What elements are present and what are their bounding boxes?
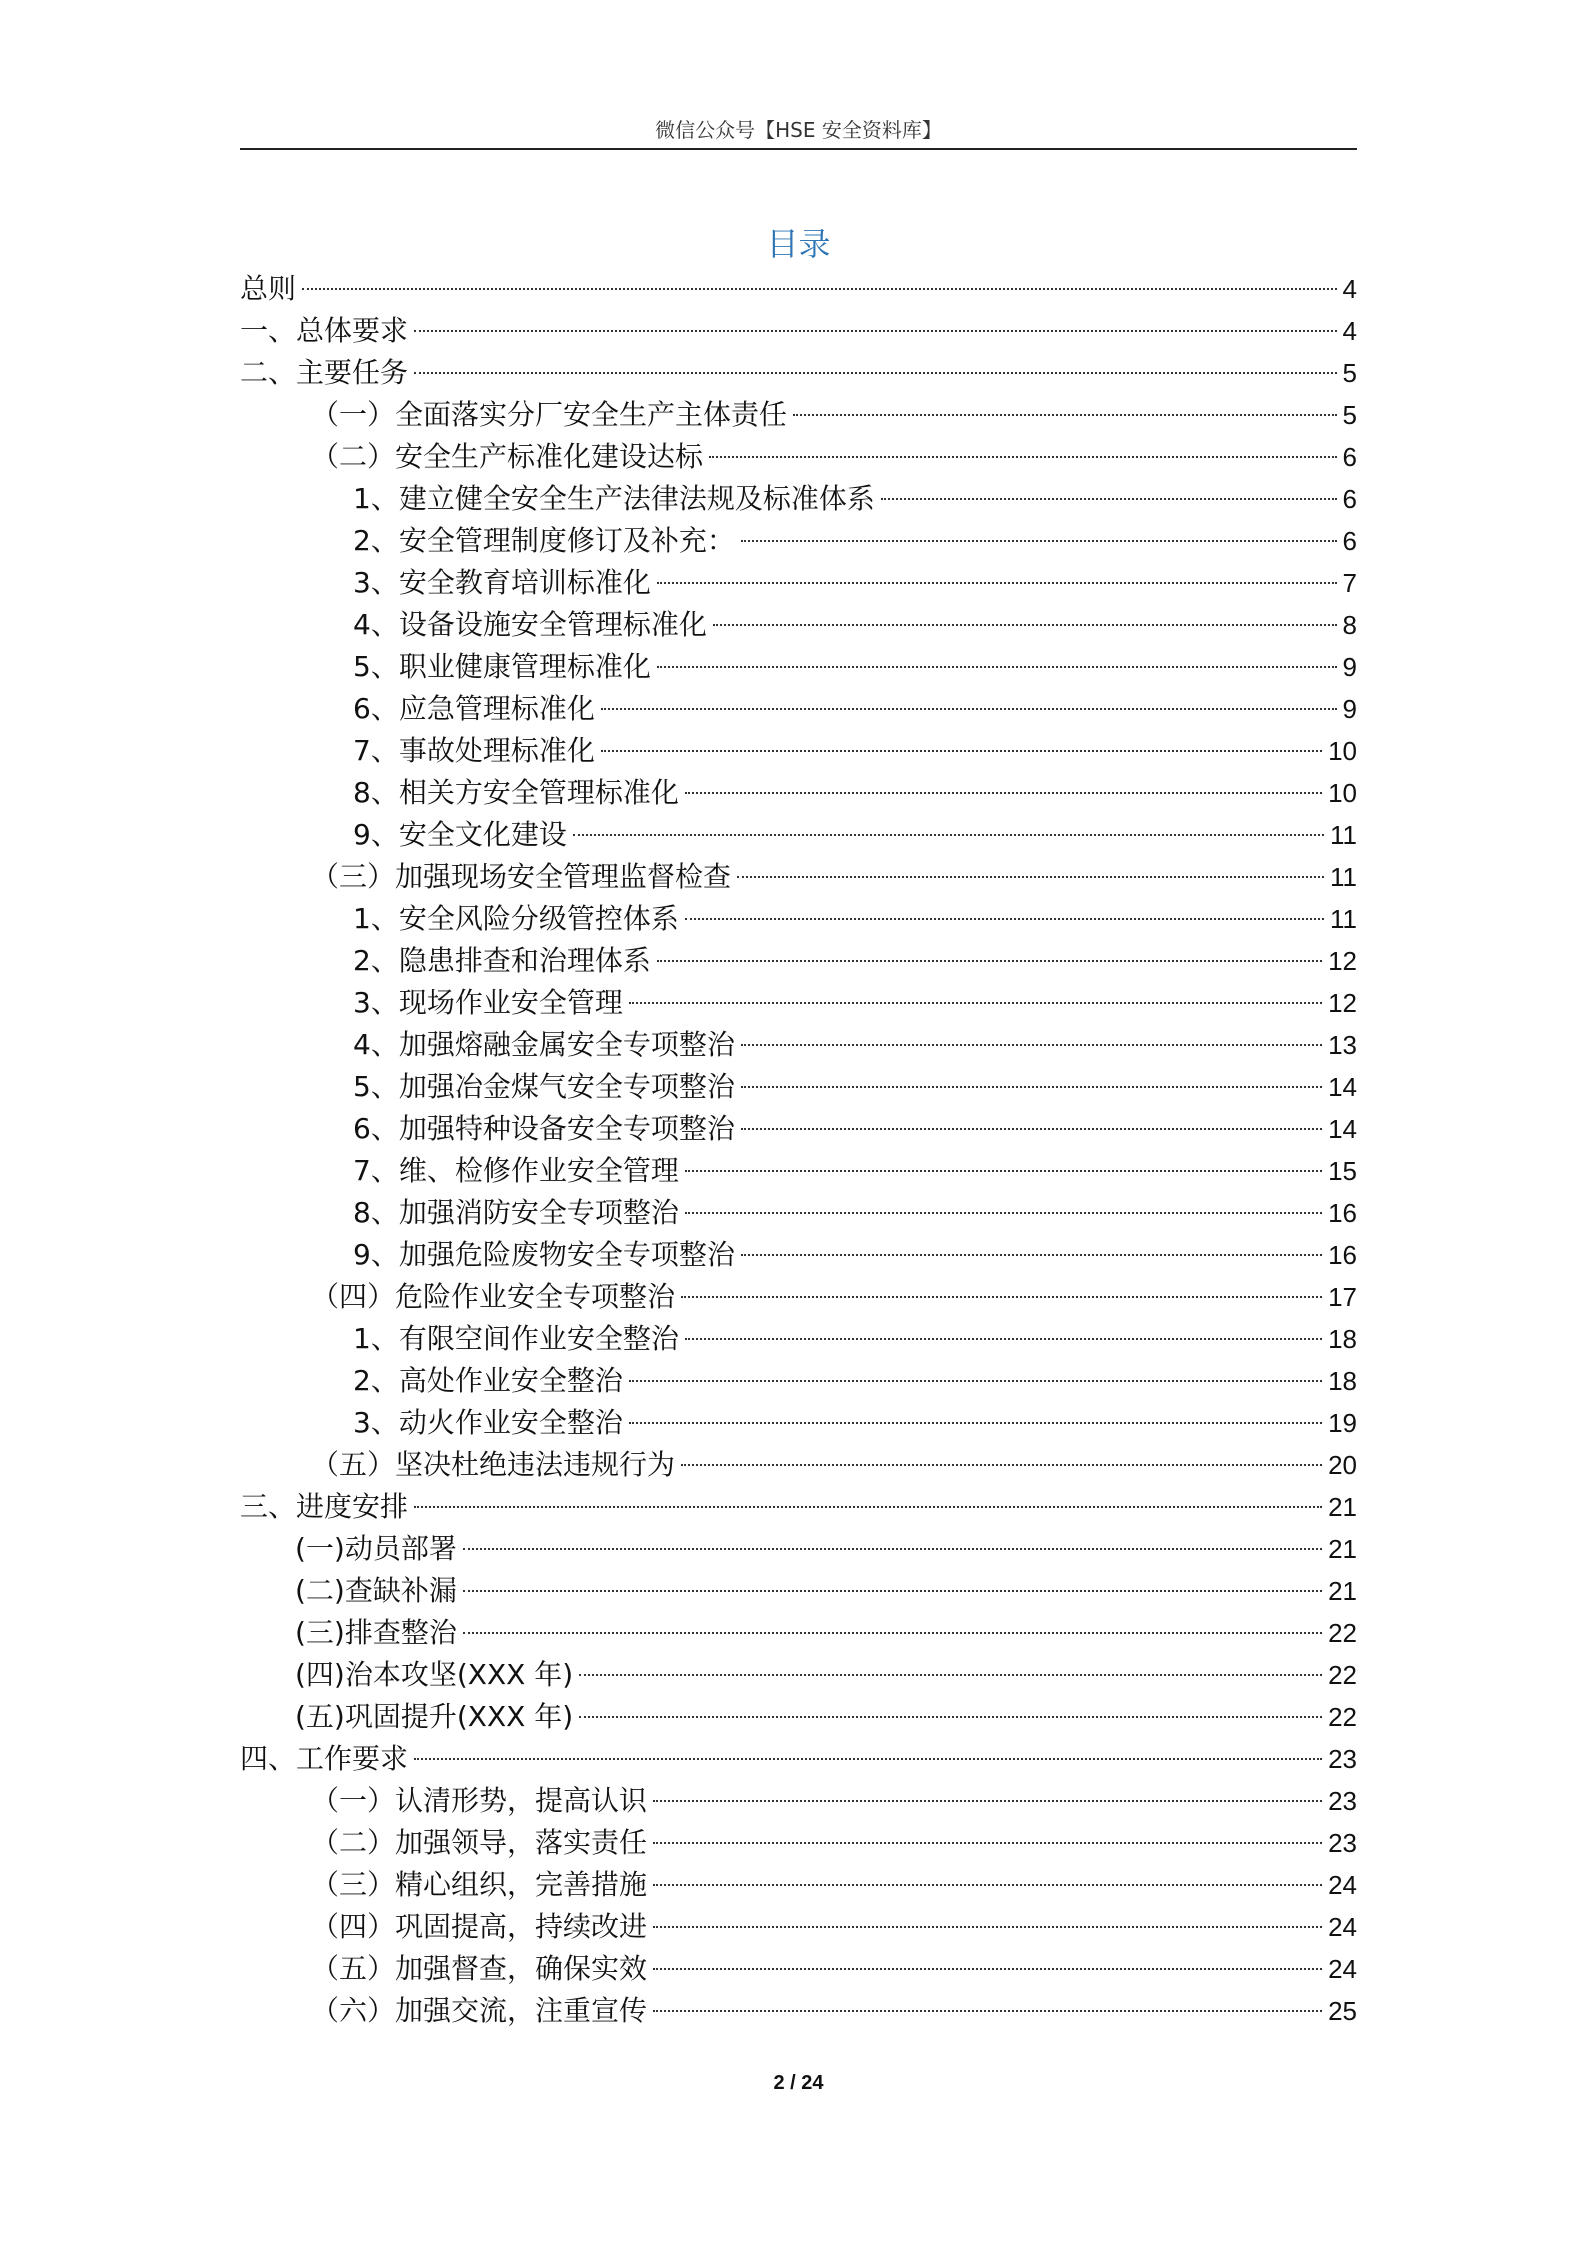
toc-dot-leader — [629, 1422, 1322, 1424]
toc-entry-page: 4 — [1342, 274, 1357, 304]
toc-entry-page: 5 — [1342, 400, 1357, 430]
toc-entry-title: （五）加强督查，确保实效 — [311, 1952, 648, 1985]
toc-entry-page: 25 — [1328, 1996, 1357, 2026]
toc-dot-leader — [657, 960, 1322, 962]
toc-entry-title: 二、主要任务 — [240, 356, 409, 389]
toc-entry[interactable] — [240, 940, 1357, 982]
toc-entry-title: 8、加强消防安全专项整治 — [353, 1196, 679, 1229]
toc-entry-title: 6、应急管理标准化 — [353, 692, 595, 725]
toc-entry-title: 2、高处作业安全整治 — [353, 1364, 623, 1397]
toc-dot-leader — [741, 1128, 1322, 1130]
toc-entry-page: 16 — [1328, 1198, 1357, 1228]
toc-entry[interactable] — [240, 1906, 1357, 1948]
toc-entry-page: 11 — [1330, 862, 1357, 892]
toc-entry-page: 18 — [1328, 1324, 1357, 1354]
toc-entry-page: 24 — [1328, 1912, 1357, 1942]
toc-entry[interactable] — [240, 520, 1357, 562]
toc-entry-title: （六）加强交流，注重宣传 — [311, 1994, 648, 2027]
toc-dot-leader — [685, 918, 1324, 920]
toc-entry-title: 5、加强冶金煤气安全专项整治 — [353, 1070, 735, 1103]
toc-entry-title: 1、建立健全安全生产法律法规及标准体系 — [353, 482, 875, 515]
toc-entry-page: 24 — [1328, 1954, 1357, 1984]
toc-entry[interactable] — [240, 646, 1357, 688]
toc-dot-leader — [601, 750, 1322, 752]
toc-entry[interactable] — [240, 688, 1357, 730]
toc-entry-page: 9 — [1342, 694, 1357, 724]
toc-entry-page: 11 — [1330, 904, 1357, 934]
toc-dot-leader — [685, 1170, 1322, 1172]
toc-dot-leader — [685, 792, 1322, 794]
toc-entry[interactable] — [240, 562, 1357, 604]
toc-entry[interactable] — [240, 898, 1357, 940]
toc-entry-title: (二)查缺补漏 — [295, 1574, 457, 1607]
toc-dot-leader — [573, 834, 1324, 836]
page-header: 微信公众号【HSE 安全资料库】 — [655, 118, 942, 142]
toc-entry-page: 6 — [1342, 442, 1357, 472]
toc-entry-title: 5、职业健康管理标准化 — [353, 650, 651, 683]
toc-dot-leader — [463, 1632, 1322, 1634]
toc-entry-page: 13 — [1328, 1030, 1357, 1060]
toc-entry-page: 20 — [1328, 1450, 1357, 1480]
toc-entry[interactable] — [240, 1234, 1357, 1276]
toc-dot-leader — [653, 1926, 1322, 1928]
toc-entry[interactable] — [240, 604, 1357, 646]
toc-entry-title: 2、隐患排查和治理体系 — [353, 944, 651, 977]
toc-entry-page: 14 — [1328, 1072, 1357, 1102]
toc-entry[interactable] — [240, 352, 1357, 394]
toc-dot-leader — [793, 414, 1337, 416]
toc-entry-page: 24 — [1328, 1870, 1357, 1900]
toc-title: 目录 — [766, 225, 831, 263]
toc-entry-title: 1、安全风险分级管控体系 — [353, 902, 679, 935]
toc-entry-page: 16 — [1328, 1240, 1357, 1270]
toc-entry-title: 三、进度安排 — [240, 1490, 409, 1523]
toc-entry[interactable] — [240, 856, 1357, 898]
toc-entry-page: 15 — [1328, 1156, 1357, 1186]
toc-dot-leader — [685, 1212, 1322, 1214]
toc-dot-leader — [681, 1464, 1322, 1466]
toc-entry-title: （二）安全生产标准化建设达标 — [311, 440, 704, 473]
toc-entry[interactable] — [240, 268, 1357, 310]
toc-entry[interactable] — [240, 1822, 1357, 1864]
toc-entry-page: 23 — [1328, 1786, 1357, 1816]
toc-entry-page: 23 — [1328, 1744, 1357, 1774]
toc-entry-title: （三）精心组织，完善措施 — [311, 1868, 648, 1901]
toc-entry-title: （四）危险作业安全专项整治 — [311, 1280, 676, 1313]
toc-entry-title: （一）全面落实分厂安全生产主体责任 — [311, 398, 788, 431]
toc-dot-leader — [741, 1086, 1322, 1088]
toc-entry[interactable] — [240, 772, 1357, 814]
toc-dot-leader — [579, 1674, 1322, 1676]
toc-entry[interactable] — [240, 478, 1357, 520]
toc-entry-page: 12 — [1328, 946, 1357, 976]
toc-entry-title: 4、设备设施安全管理标准化 — [353, 608, 707, 641]
toc-entry-page: 22 — [1328, 1660, 1357, 1690]
toc-entry-title: 9、加强危险废物安全专项整治 — [353, 1238, 735, 1271]
toc-entry-title: （五）坚决杜绝违法违规行为 — [311, 1448, 676, 1481]
toc-entry[interactable] — [240, 1990, 1357, 2032]
toc-dot-leader — [709, 456, 1337, 458]
toc-entry[interactable] — [240, 1276, 1357, 1318]
toc-entry-page: 10 — [1328, 736, 1357, 766]
toc-entry-title: 四、工作要求 — [240, 1742, 409, 1775]
toc-dot-leader — [741, 1044, 1322, 1046]
toc-entry-page: 22 — [1328, 1618, 1357, 1648]
toc-entry-page: 6 — [1342, 484, 1357, 514]
toc-entry[interactable] — [240, 1486, 1357, 1528]
toc-entry-title: （二）加强领导，落实责任 — [311, 1826, 648, 1859]
toc-entry-title: 7、维、检修作业安全管理 — [353, 1154, 679, 1187]
toc-dot-leader — [681, 1296, 1322, 1298]
toc-entry[interactable] — [240, 1192, 1357, 1234]
toc-entry-page: 12 — [1328, 988, 1357, 1018]
toc-dot-leader — [414, 1506, 1322, 1508]
table-of-contents — [240, 268, 1357, 2032]
toc-dot-leader — [653, 1800, 1322, 1802]
toc-entry-title: （四）巩固提高，持续改进 — [311, 1910, 648, 1943]
toc-entry[interactable] — [240, 1864, 1357, 1906]
toc-entry[interactable] — [240, 436, 1357, 478]
toc-dot-leader — [653, 1842, 1322, 1844]
toc-dot-leader — [463, 1548, 1322, 1550]
toc-dot-leader — [579, 1716, 1322, 1718]
header-divider — [240, 148, 1357, 150]
toc-entry-title: (三)排查整治 — [295, 1616, 457, 1649]
toc-entry-page: 22 — [1328, 1702, 1357, 1732]
toc-dot-leader — [741, 540, 1337, 542]
toc-entry-title: 3、安全教育培训标准化 — [353, 566, 651, 599]
toc-entry[interactable] — [240, 1654, 1357, 1696]
toc-dot-leader — [741, 1254, 1322, 1256]
toc-dot-leader — [414, 1758, 1322, 1760]
toc-entry-page: 18 — [1328, 1366, 1357, 1396]
toc-entry[interactable] — [240, 1612, 1357, 1654]
toc-dot-leader — [685, 1338, 1322, 1340]
toc-entry-title: (五)巩固提升(XXX 年) — [295, 1700, 574, 1733]
toc-entry-page: 14 — [1328, 1114, 1357, 1144]
toc-entry[interactable] — [240, 394, 1357, 436]
toc-dot-leader — [657, 582, 1337, 584]
toc-entry[interactable] — [240, 1738, 1357, 1780]
toc-entry-title: 3、动火作业安全整治 — [353, 1406, 623, 1439]
toc-entry-page: 5 — [1342, 358, 1357, 388]
toc-entry-title: (一)动员部署 — [295, 1532, 457, 1565]
toc-dot-leader — [601, 708, 1337, 710]
toc-entry-page: 8 — [1342, 610, 1357, 640]
toc-entry-title: （三）加强现场安全管理监督检查 — [311, 860, 732, 893]
toc-dot-leader — [629, 1002, 1322, 1004]
toc-entry-page: 6 — [1342, 526, 1357, 556]
page-number: 2 / 24 — [773, 2072, 824, 2094]
toc-entry-page: 10 — [1328, 778, 1357, 808]
toc-entry[interactable] — [240, 1066, 1357, 1108]
toc-entry-page: 7 — [1342, 568, 1357, 598]
toc-entry[interactable] — [240, 1696, 1357, 1738]
toc-entry[interactable] — [240, 1318, 1357, 1360]
toc-entry-page: 9 — [1342, 652, 1357, 682]
toc-dot-leader — [653, 1968, 1322, 1970]
toc-entry[interactable] — [240, 982, 1357, 1024]
toc-entry[interactable] — [240, 1570, 1357, 1612]
toc-entry[interactable] — [240, 1360, 1357, 1402]
toc-dot-leader — [737, 876, 1324, 878]
toc-dot-leader — [302, 288, 1337, 290]
toc-dot-leader — [629, 1380, 1322, 1382]
toc-entry-title: 4、加强熔融金属安全专项整治 — [353, 1028, 735, 1061]
toc-entry-page: 23 — [1328, 1828, 1357, 1858]
toc-entry-page: 11 — [1330, 820, 1357, 850]
toc-entry-page: 17 — [1328, 1282, 1357, 1312]
toc-dot-leader — [881, 498, 1337, 500]
toc-entry-title: 8、相关方安全管理标准化 — [353, 776, 679, 809]
toc-entry[interactable] — [240, 730, 1357, 772]
toc-entry-page: 4 — [1342, 316, 1357, 346]
toc-entry[interactable] — [240, 814, 1357, 856]
toc-entry-title: 总则 — [240, 272, 297, 305]
toc-entry-title: 7、事故处理标准化 — [353, 734, 595, 767]
toc-entry-page: 21 — [1328, 1534, 1357, 1564]
toc-dot-leader — [414, 330, 1337, 332]
toc-entry-title: 2、安全管理制度修订及补充： — [353, 524, 735, 557]
toc-entry[interactable] — [240, 1528, 1357, 1570]
toc-entry[interactable] — [240, 1780, 1357, 1822]
toc-entry-title: (四)治本攻坚(XXX 年) — [295, 1658, 574, 1691]
toc-entry[interactable] — [240, 310, 1357, 352]
toc-entry-title: 9、安全文化建设 — [353, 818, 567, 851]
toc-dot-leader — [657, 666, 1337, 668]
toc-entry-page: 21 — [1328, 1576, 1357, 1606]
toc-entry-title: 6、加强特种设备安全专项整治 — [353, 1112, 735, 1145]
toc-dot-leader — [414, 372, 1337, 374]
toc-dot-leader — [463, 1590, 1322, 1592]
toc-entry-page: 19 — [1328, 1408, 1357, 1438]
toc-dot-leader — [713, 624, 1337, 626]
toc-entry-title: 1、有限空间作业安全整治 — [353, 1322, 679, 1355]
toc-entry[interactable] — [240, 1948, 1357, 1990]
toc-entry-title: （一）认清形势，提高认识 — [311, 1784, 648, 1817]
toc-entry[interactable] — [240, 1402, 1357, 1444]
toc-entry[interactable] — [240, 1444, 1357, 1486]
toc-dot-leader — [653, 2010, 1322, 2012]
toc-entry-title: 3、现场作业安全管理 — [353, 986, 623, 1019]
toc-entry[interactable] — [240, 1150, 1357, 1192]
toc-entry[interactable] — [240, 1024, 1357, 1066]
toc-entry-page: 21 — [1328, 1492, 1357, 1522]
toc-entry-title: 一、总体要求 — [240, 314, 409, 347]
toc-dot-leader — [653, 1884, 1322, 1886]
toc-entry[interactable] — [240, 1108, 1357, 1150]
